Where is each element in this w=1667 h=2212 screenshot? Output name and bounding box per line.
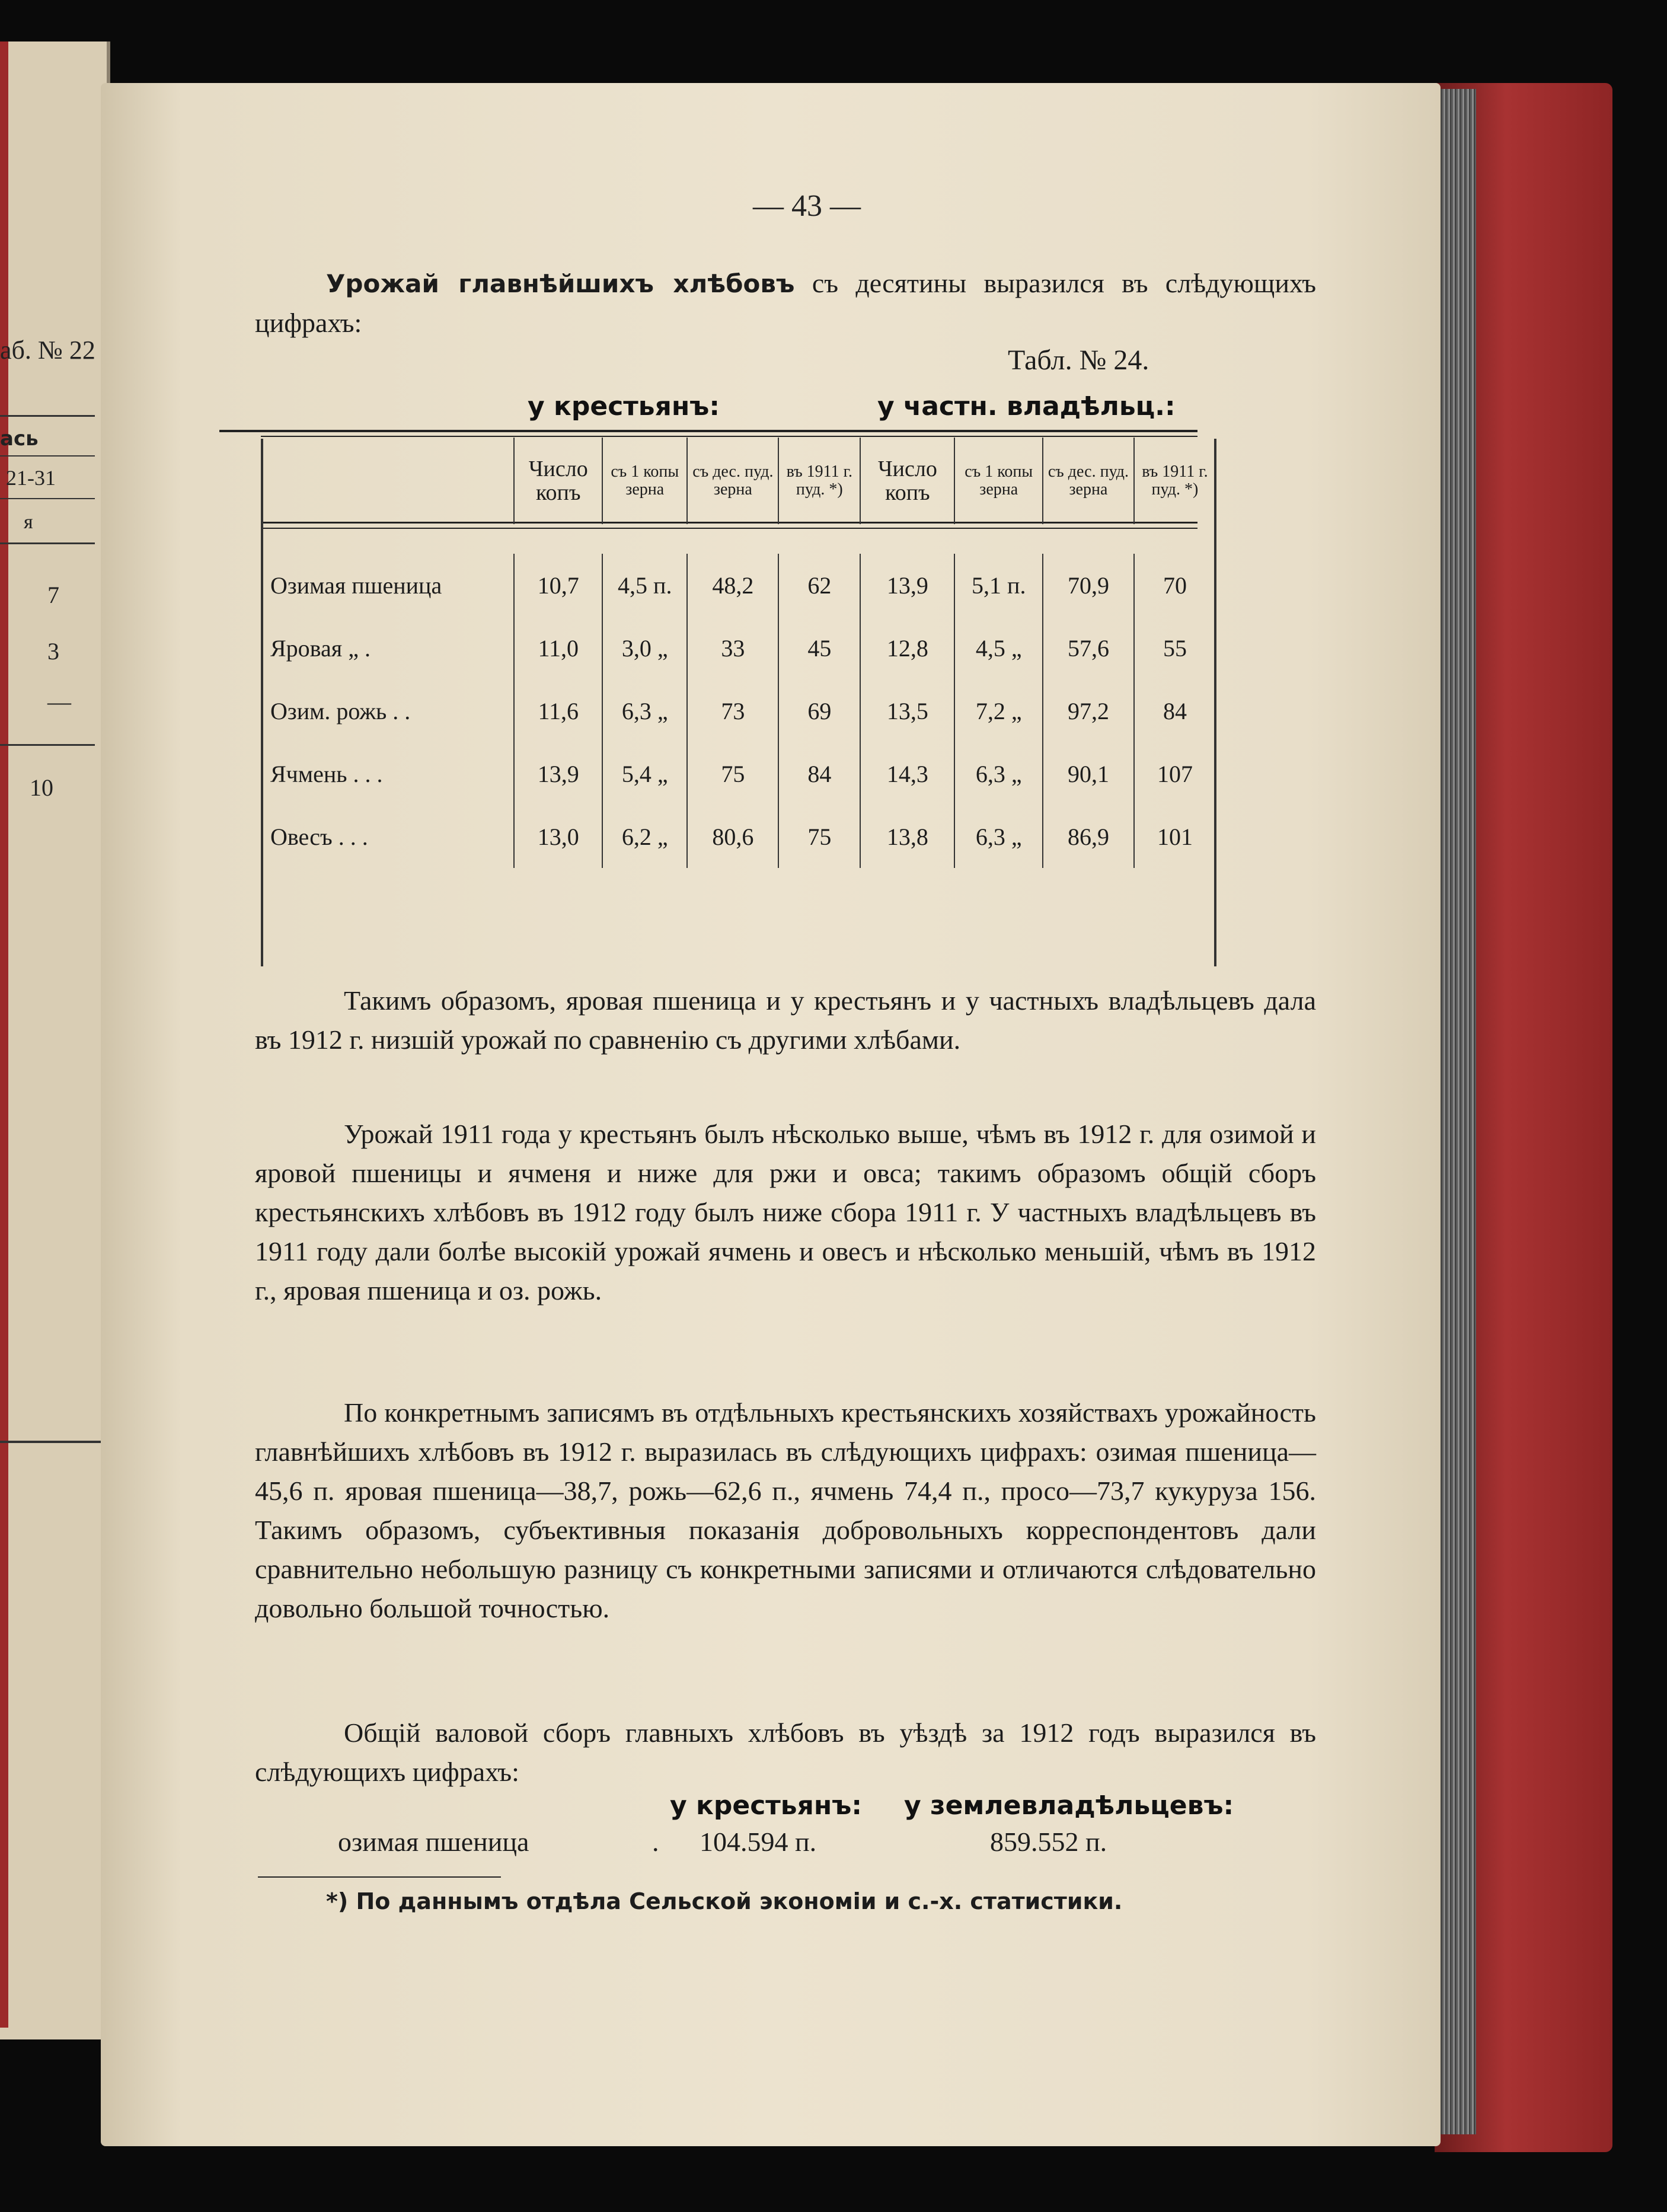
table-row	[241, 805, 1215, 868]
left-fragment-text: —	[47, 688, 71, 715]
cell: 12,8	[860, 617, 954, 679]
table-number: Табл. № 24.	[1008, 344, 1149, 376]
cell: 57,6	[1043, 617, 1134, 679]
cell: 6,3 „	[602, 679, 687, 742]
header-cell: въ 1911 г. пуд. *)	[1134, 438, 1215, 524]
gross-header-owners: у землевладѣльцевъ:	[904, 1790, 1234, 1821]
left-fragment-text: 10	[30, 774, 53, 801]
cell: 84	[778, 742, 860, 805]
gross-row-label: озимая пшеница	[338, 1827, 529, 1857]
paragraph: Общій валовой сборъ главныхъ хлѣбовъ въ уѣздѣ за 1912 годъ выразился въ слѣдующихъ цифрахъ:	[255, 1718, 1316, 1787]
header-empty	[241, 438, 514, 524]
cell: 73	[687, 679, 778, 742]
left-fragment-text: 21-31	[6, 466, 56, 490]
cell: 6,2 „	[602, 805, 687, 868]
cell: 33	[687, 617, 778, 679]
cell: 5,1 п.	[954, 554, 1043, 617]
paragraph: По конкретнымъ записямъ въ отдѣльныхъ крестьянскихъ хозяйствахъ урожайность главнѣйшихъ хлѣбовъ въ 1912 г. выразилась въ слѣдующихъ цифрахъ: озимая пшеница—45,6 п. яровая пшеница—38,7, рожь—62,6 п., ячмень 74,4 п., просо—73,7 кукуруза 156. Такимъ образомъ, субъективныя показанія добровольныхъ корреспондентовъ дали сравнительно небольшую разницу съ конкретными записями и отличаются слѣдовательно довольно большой точностью.	[255, 1397, 1316, 1623]
cell: 14,3	[860, 742, 954, 805]
left-fragment-rule	[0, 498, 95, 499]
left-fragment-rule	[0, 415, 95, 417]
cell: 86,9	[1043, 805, 1134, 868]
cell: 6,3 „	[954, 805, 1043, 868]
table-top-rule	[219, 430, 1197, 432]
header-cell: съ 1 копы зерна	[954, 438, 1043, 524]
row-label: Озим. рожь . .	[270, 697, 411, 724]
book-page	[101, 83, 1441, 2146]
cell: 90,1	[1043, 742, 1134, 805]
intro-bold: Урожай главнѣйшихъ хлѣбовъ	[326, 269, 795, 298]
left-fragment-rule	[0, 1441, 101, 1443]
cell: 13,9	[860, 554, 954, 617]
cell: 13,0	[514, 805, 602, 868]
intro-paragraph	[255, 264, 1316, 343]
cell: 75	[687, 742, 778, 805]
row-label: Ячмень . . .	[270, 760, 383, 787]
gross-header-peasants: у крестьянъ:	[670, 1790, 862, 1821]
cell: 107	[1134, 742, 1215, 805]
left-fragment-text: я	[24, 511, 33, 533]
cell: 70,9	[1043, 554, 1134, 617]
header-cell: съ 1 копы зерна	[602, 438, 687, 524]
table-row	[241, 679, 1215, 742]
header-cell: въ 1911 г. пуд. *)	[778, 438, 860, 524]
cell: 45	[778, 617, 860, 679]
table-frame-left	[261, 439, 263, 966]
cell: 3,0 „	[602, 617, 687, 679]
gross-row-owners: 859.552 п.	[990, 1827, 1107, 1857]
header-cell: съ дес. пуд. зерна	[687, 438, 778, 524]
cell: 11,0	[514, 617, 602, 679]
header-cell: съ дес. пуд. зерна	[1043, 438, 1134, 524]
gross-row-peasants: 104.594 п.	[700, 1827, 817, 1857]
cell: 13,5	[860, 679, 954, 742]
group-header-peasants: у крестьянъ:	[528, 391, 720, 422]
left-fragment-rule	[0, 455, 95, 457]
footnote: *) По даннымъ отдѣла Сельской экономіи и с.-х. статистики.	[326, 1888, 1123, 1914]
yield-table	[241, 438, 1215, 868]
cell: 10,7	[514, 554, 602, 617]
row-label: Яровая „ .	[270, 634, 371, 662]
cell: 13,9	[514, 742, 602, 805]
left-fragment-text: 3	[47, 638, 59, 665]
table-row	[241, 617, 1215, 679]
cell: 6,3 „	[954, 742, 1043, 805]
cell: 55	[1134, 617, 1215, 679]
table-top-rule-2	[261, 436, 1197, 437]
cell: 48,2	[687, 554, 778, 617]
intro-rest: съ десятины выразился въ слѣдующихъ цифрахъ:	[255, 268, 1316, 338]
cell: 97,2	[1043, 679, 1134, 742]
cell: 69	[778, 679, 860, 742]
left-fragment-rule	[0, 542, 95, 544]
cell: 84	[1134, 679, 1215, 742]
page-number: — 43 —	[753, 189, 861, 223]
footnote-rule	[258, 1876, 501, 1878]
table-row	[241, 554, 1215, 617]
cell: 13,8	[860, 805, 954, 868]
cell: 101	[1134, 805, 1215, 868]
gross-row-dot: .	[652, 1827, 659, 1857]
group-header-owners: у частн. владѣльц.:	[877, 391, 1176, 422]
table-frame-right	[1214, 439, 1216, 966]
cell: 5,4 „	[602, 742, 687, 805]
table-row	[241, 742, 1215, 805]
cell: 11,6	[514, 679, 602, 742]
cell: 62	[778, 554, 860, 617]
left-fragment-text: 7	[47, 582, 59, 608]
cell: 70	[1134, 554, 1215, 617]
header-cell: Число копъ	[514, 438, 602, 524]
paragraph: Урожай 1911 года у крестьянъ былъ нѣсколько выше, чѣмъ въ 1912 г. для озимой и яровой пшеницы и ячменя и ниже для ржи и овса; такимъ образомъ общій сборъ крестьянскихъ хлѣбовъ въ 1912 году былъ ниже сбора 1911 г. У частныхъ владѣльцевъ въ 1911 году дали болѣе высокій урожай ячмень и овесъ и нѣсколько меньшій, чѣмъ въ 1912 г., яровая пшеница и оз. рожь.	[255, 1119, 1316, 1306]
row-label: Озимая пшеница	[270, 572, 442, 599]
cell: 80,6	[687, 805, 778, 868]
row-label: Овесъ . . .	[270, 823, 368, 850]
paragraph: Такимъ образомъ, яровая пшеница и у крестьянъ и у частныхъ владѣльцевъ дала въ 1912 г. низшій урожай по сравненію съ другими хлѣбами.	[255, 985, 1316, 1055]
left-fragment-text: аб. № 22	[0, 336, 95, 365]
cell: 7,2 „	[954, 679, 1043, 742]
left-fragment-text: ась	[0, 427, 39, 451]
left-fragment-rule	[0, 744, 95, 746]
cell: 75	[778, 805, 860, 868]
cell: 4,5 п.	[602, 554, 687, 617]
cell: 4,5 „	[954, 617, 1043, 679]
header-cell: Число копъ	[860, 438, 954, 524]
